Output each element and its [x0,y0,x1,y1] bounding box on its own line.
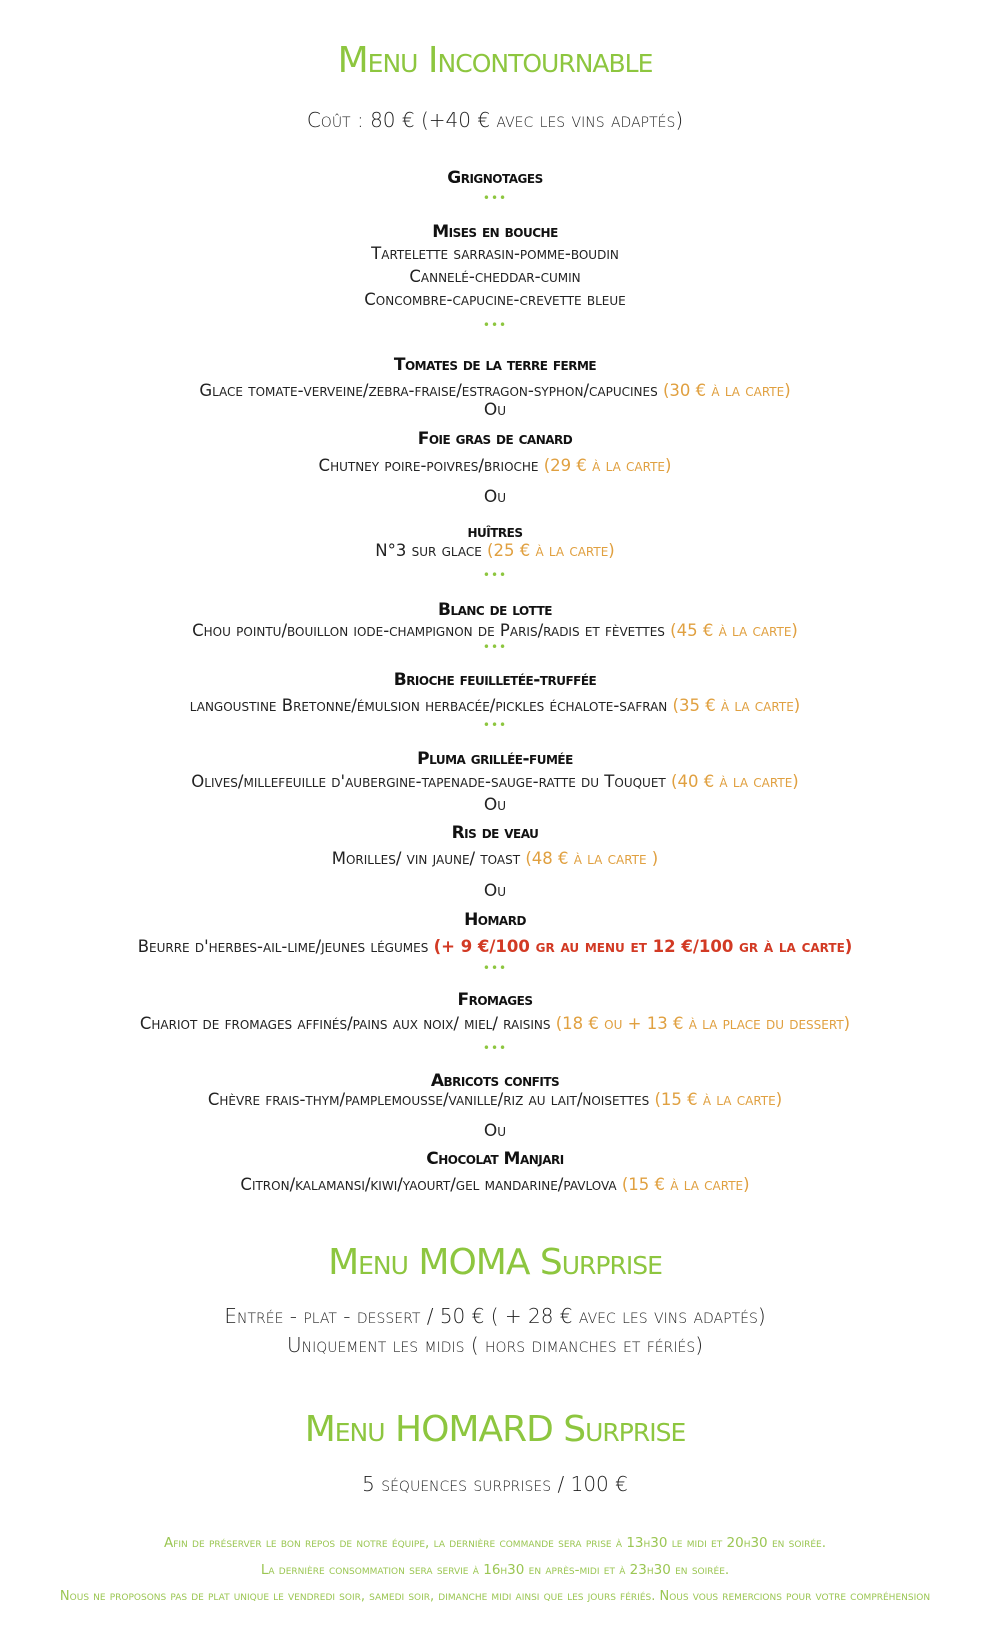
or-divider: Ou [483,1121,507,1141]
brioche-heading: Brioche feuilletée-truffée [393,670,597,690]
homard-price: (+ 9 €/100 gr au menu et 12 €/100 gr à la carte) [433,937,853,956]
or-divider: Ou [483,795,507,815]
pluma-line [0,772,990,791]
separator-dots: ••• [482,1041,508,1055]
lotte-desc: Chou pointu/bouillon iode-champignon de Paris/radis et fèvettes [192,621,665,640]
fromages-line [0,1014,990,1033]
chocolat-line [0,1175,990,1194]
pluma-desc: Olives/millefeuille d'aubergine-tapenade-sauge-ratte du Touquet [191,772,666,791]
abricots-line [0,1090,990,1109]
menu-homard-line1: 5 séquences surprises / 100 € [362,1472,628,1496]
huitres-heading: huîtres [467,522,523,542]
lotte-line [0,621,990,640]
ris-de-veau-line [0,849,990,868]
ris-de-veau-heading: Ris de veau [451,823,539,843]
separator-dots: ••• [482,961,508,975]
separator-dots: ••• [482,318,508,332]
huitres-line [0,541,990,560]
homard-desc: Beurre d'herbes-ail-lime/jeunes légumes [137,937,429,956]
menu-moma-title: Menu MOMA Surprise [328,1242,662,1283]
foie-gras-desc: Chutney poire-poivres/brioche [318,456,539,475]
huitres-desc: N°3 sur glace [375,541,482,560]
separator-dots: ••• [482,191,508,205]
lotte-heading: Blanc de lotte [438,600,552,620]
chocolat-heading: Chocolat Manjari [426,1149,564,1169]
homard-line [0,937,990,956]
foie-gras-price: (29 € à la carte) [543,456,672,475]
tomates-heading: Tomates de la terre ferme [393,355,597,375]
abricots-price: (15 € à la carte) [654,1090,783,1109]
chocolat-price: (15 € à la carte) [621,1175,750,1194]
or-divider: Ou [483,881,507,901]
foie-gras-heading: Foie gras de canard [417,429,573,449]
mises-item: Tartelette sarrasin-pomme-boudin [371,244,619,263]
pluma-price: (40 € à la carte) [671,772,799,791]
fromages-heading: Fromages [457,990,533,1010]
ris-de-veau-desc: Morilles/ vin jaune/ toast [331,849,521,868]
chocolat-desc: Citron/kalamansi/kiwi/yaourt/gel mandarine/pavlova [240,1175,617,1194]
footer-note: Afin de préserver le bon repos de notre équipe, la dernière commande sera prise à 13h30 le midi et 20h30 en soirée. [163,1535,827,1551]
footer-note: Nous ne proposons pas de plat unique le vendredi soir, samedi soir, dimanche midi ainsi que les jours fériés. Nous vous remercions pour votre compréhension [59,1589,931,1604]
fromages-price: (18 € ou + 13 € à la place du dessert) [555,1014,851,1033]
or-divider: Ou [483,487,507,507]
grignotages-heading: Grignotages [447,168,543,188]
menu-incontournable-title: Menu Incontournable [337,40,653,81]
homard-heading: Homard [464,910,526,930]
menu-incontournable-cost: Coût : 80 € (+40 € avec les vins adaptés) [306,108,684,132]
menu-homard-title: Menu HOMARD Surprise [304,1409,686,1450]
foie-gras-line [0,456,990,475]
fromages-desc: Chariot de fromages affinés/pains aux noix/ miel/ raisins [139,1014,551,1033]
brioche-price: (35 € à la carte) [672,696,801,715]
mises-item: Concombre-capucine-crevette bleue [364,290,626,309]
tomates-line [0,381,990,400]
separator-dots: ••• [482,640,508,654]
separator-dots: ••• [482,718,508,732]
brioche-line [0,696,990,715]
mises-en-bouche-heading: Mises en bouche [432,222,558,242]
mises-item: Cannelé-cheddar-cumin [409,267,581,286]
lotte-price: (45 € à la carte) [670,621,798,640]
or-divider: Ou [483,400,507,420]
separator-dots: ••• [482,568,508,582]
huitres-price: (25 € à la carte) [487,541,615,560]
brioche-desc: langoustine Bretonne/émulsion herbacée/pickles échalote-safran [189,696,668,715]
ris-de-veau-price: (48 € à la carte ) [525,849,659,868]
footer-note: La dernière consommation sera servie à 16h30 en après-midi et à 23h30 en soirée. [260,1562,730,1578]
menu-moma-line2: Uniquement les midis ( hors dimanches et fériés) [286,1333,704,1357]
menu-moma-line1: Entrée - plat - dessert / 50 € ( + 28 € avec les vins adaptés) [224,1304,766,1328]
tomates-price: (30 € à la carte) [662,381,791,400]
pluma-heading: Pluma grillée-fumée [417,749,573,769]
tomates-desc: Glace tomate-verveine/zebra-fraise/estragon-syphon/capucines [199,381,658,400]
abricots-heading: Abricots confits [430,1071,560,1091]
abricots-desc: Chèvre frais-thym/pamplemousse/vanille/riz au lait/noisettes [207,1090,650,1109]
